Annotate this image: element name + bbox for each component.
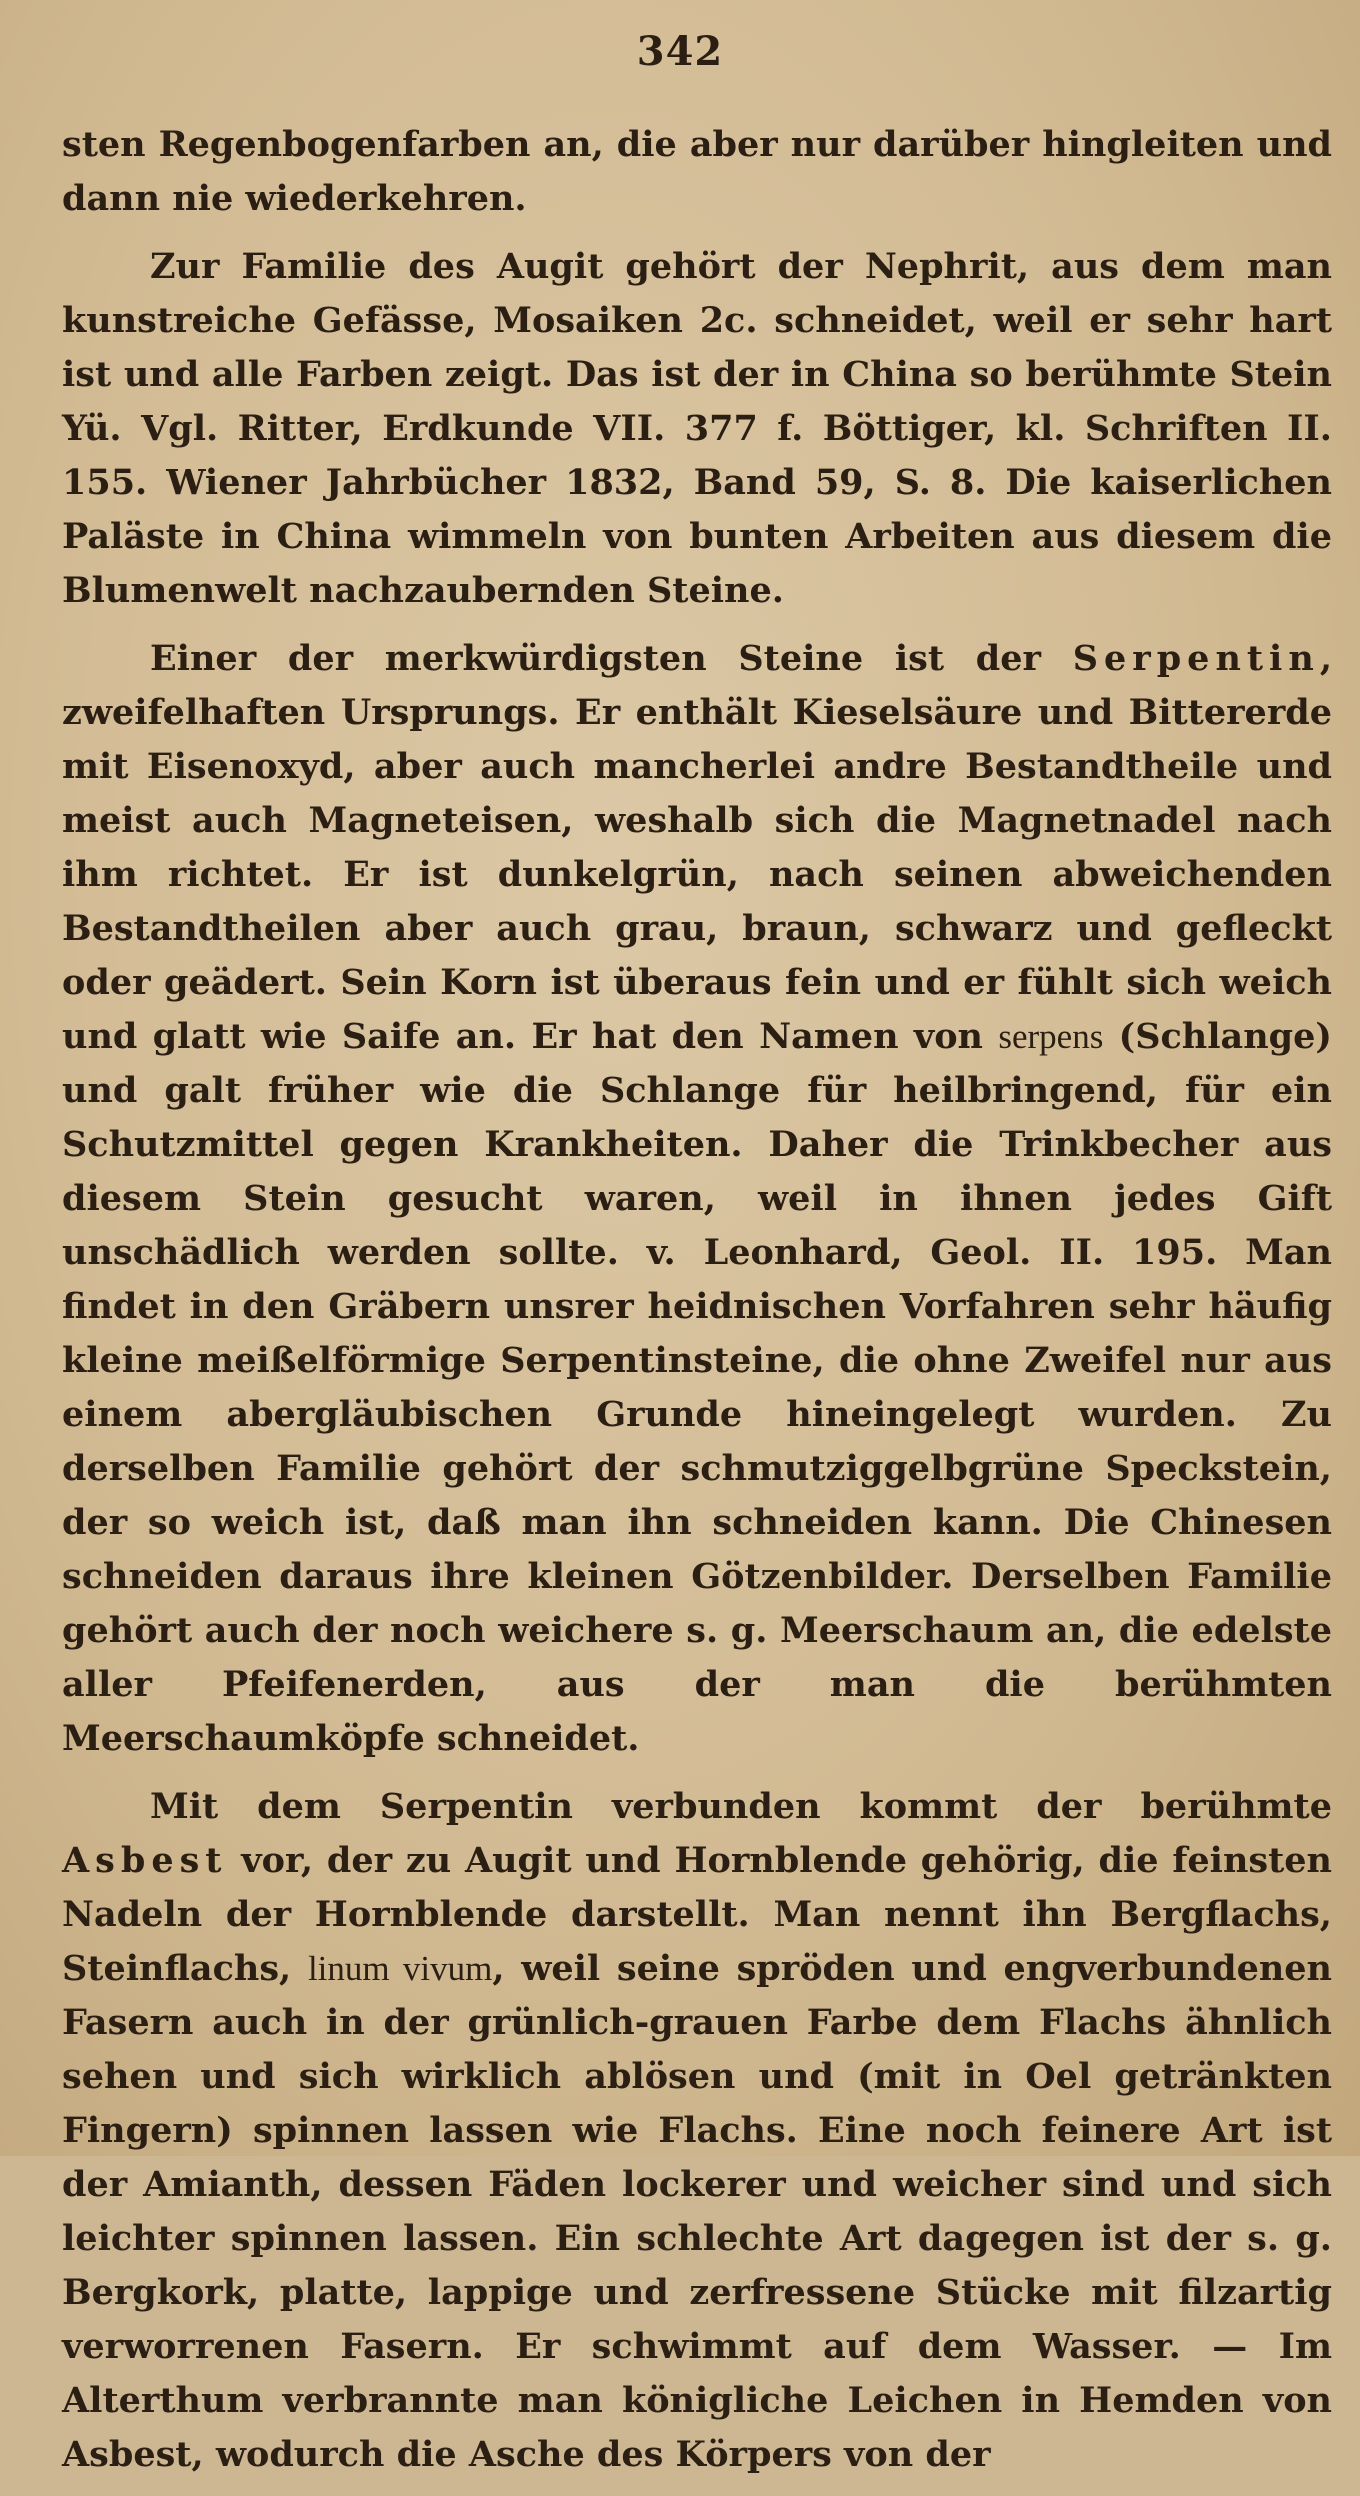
page-number: 342 (636, 28, 724, 75)
text-segment: Mit dem Serpentin verbunden kommt der berühmte (150, 1786, 1332, 1827)
term-serpentin: Serpentin (1072, 638, 1320, 679)
text-segment: Zur Familie des Augit gehört der (150, 246, 865, 287)
paragraph (62, 632, 1332, 1766)
text-segment: , weil seine spröden und engverbundenen Fasern auch in der grünlich-grauen Farbe dem Flachs ähnlich sehen und sich wirklich ablösen und (mit in Oel getränkten Fingern) spinnen lassen wie Flachs. Eine noch feinere Art ist der Amianth, dessen Fäden lockerer und weicher sind und sich leichter spinnen lassen. Ein schlechte Art dagegen ist der s. g. Bergkork, platte, lappige und zerfressene Stücke mit filzartig verworrenen Fasern. Er schwimmt auf dem Wasser. — Im Alterthum verbrannte man königliche Leichen in Hemden von Asbest, wodurch die Asche des Körpers von der (62, 1948, 1332, 2475)
paragraph (62, 1780, 1332, 2482)
text-body (62, 118, 1332, 2496)
text-segment: Einer der merkwürdigsten Steine ist der (150, 638, 1073, 679)
latin-term-linum-vivum: linum vivum (307, 1949, 493, 1988)
paragraph (62, 118, 1332, 226)
text-segment: , zweifelhaften Ursprungs. Er enthält Kieselsäure und Bittererde mit Eisenoxyd, aber auch mancherlei andre Bestandtheile und meist auch Magneteisen, weshalb sich die Magnetnadel nach ihm richtet. Er ist dunkelgrün, nach seinen abweichenden Bestandtheilen aber auch grau, braun, schwarz und gefleckt oder geädert. Sein Korn ist überaus fein und er fühlt sich weich und glatt wie Saife an. Er hat den Namen von (62, 638, 1332, 1057)
text-segment: , aus dem man kunstreiche Gefässe, Mosaiken 2c. schneidet, weil er sehr hart ist und alle Farben zeigt. Das ist der in China so berühmte Stein Yü. Vgl. Ritter, Erdkunde VII. 377 f. Böttiger, kl. Schriften II. 155. Wiener Jahrbücher 1832, Band 59, S. 8. Die kaiserlichen Paläste in China wimmeln von bunten Arbeiten aus diesem die Blumenwelt nachzaubernden Steine. (62, 246, 1332, 611)
term-asbest: Asbest (62, 1840, 228, 1881)
text-segment: (Schlange) und galt früher wie die Schlange für heilbringend, für ein Schutzmittel gegen Krankheiten. Daher die Trinkbecher aus diesem Stein gesucht waren, weil in ihnen jedes Gift unschädlich werden sollte. v. Leonhard, Geol. II. 195. Man findet in den Gräbern unsrer heidnischen Vorfahren sehr häufig kleine meißelförmige Serpentinsteine, die ohne Zweifel nur aus einem abergläubischen Grunde hineingelegt wurden. Zu derselben Familie gehört der schmutziggelbgrüne Speckstein, der so weich ist, daß man ihn schneiden kann. Die Chinesen schneiden daraus ihre kleinen Götzenbilder. Derselben Familie gehört auch der noch weichere s. g. Meerschaum an, die edelste aller Pfeifenerden, aus der man die berühmten Meerschaumköpfe schneidet. (62, 1016, 1332, 1759)
text-segment: vor, der zu Augit und Hornblende gehörig, die feinsten Nadeln der Hornblende darstellt. Man nennt ihn Bergflachs, Steinflachs, (62, 1840, 1332, 1989)
term-nephrit: Nephrit (864, 246, 1017, 287)
paragraph (62, 240, 1332, 618)
latin-term-serpens: serpens (998, 1017, 1104, 1056)
text-segment: sten Regenbogenfarben an, die aber nur darüber hingleiten und dann nie wiederkehren. (62, 124, 1332, 219)
